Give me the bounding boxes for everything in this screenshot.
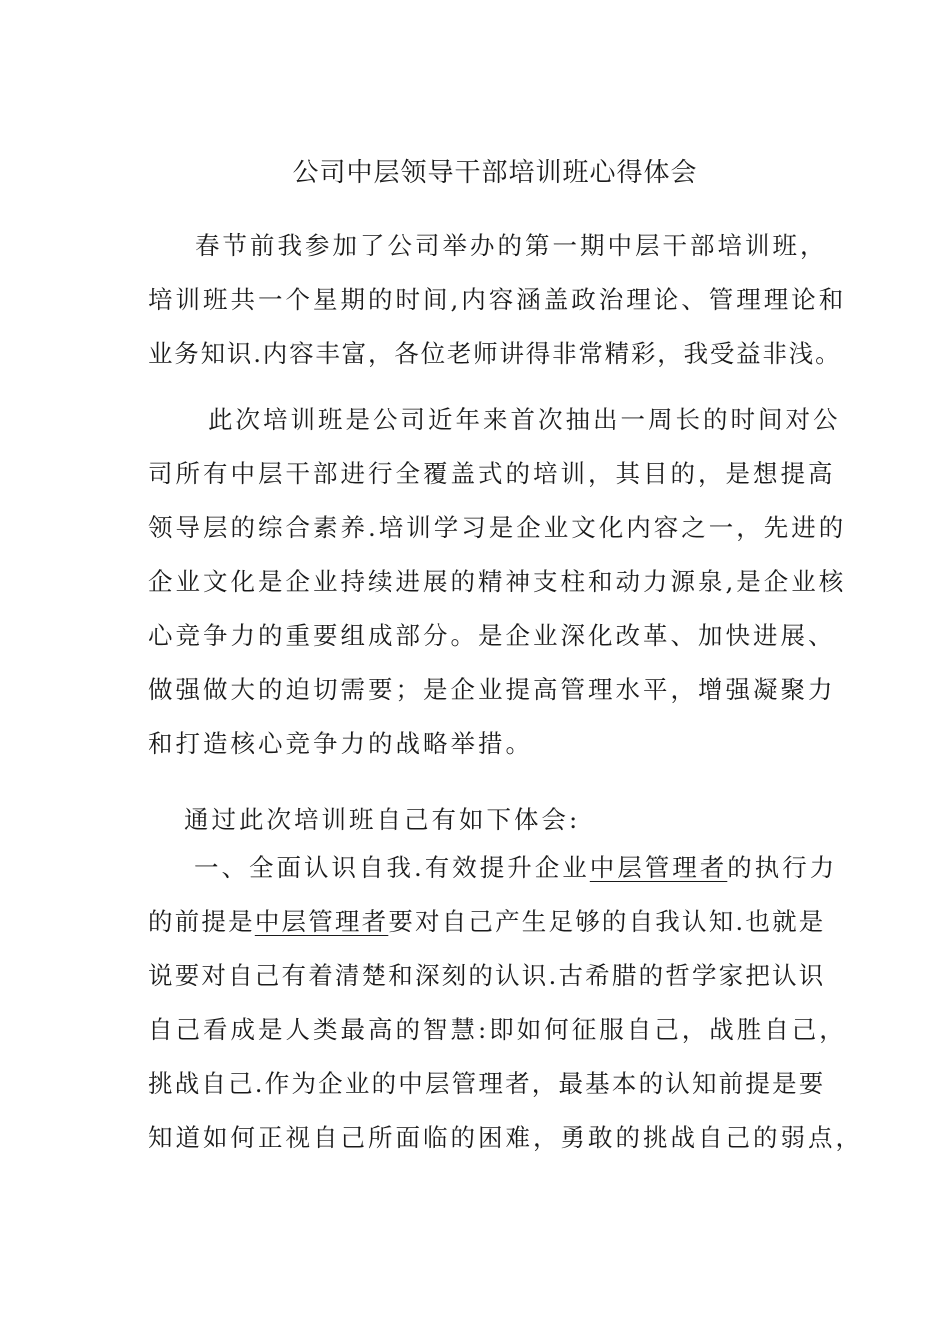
text-line: 企业文化是企业持续进展的精神支柱和动力源泉,是企业核: [148, 567, 847, 596]
text-line: 司所有中层干部进行全覆盖式的培训，其目的，是想提高: [148, 459, 836, 488]
text-line: 挑战自己.作为企业的中层管理者，最基本的认知前提是要: [148, 1069, 826, 1098]
underlined-term: 中层管理者: [589, 853, 728, 882]
text-line: 知道如何正视自己所面临的困难，勇敢的挑战自己的弱点，: [148, 1123, 863, 1152]
text-line: 春节前我参加了公司举办的第一期中层干部培训班，: [195, 231, 828, 260]
text-line: [148, 841, 863, 895]
text-line: 此次培训班是公司近年来首次抽出一周长的时间对公: [208, 405, 841, 434]
text-line: 领导层的综合素养.培训学习是企业文化内容之一，先进的: [148, 513, 847, 542]
paragraph-intro: [148, 219, 846, 381]
document-title: 公司中层领导干部培训班心得体会: [292, 158, 698, 188]
text-line: 说要对自己有着清楚和深刻的认识.古希腊的哲学家把认识: [148, 961, 826, 990]
text-line: 自己看成是人类最高的智慧:即如何征服自己，战胜自己，: [148, 1015, 847, 1044]
text-line: 和打造核心竞争力的战略举措。: [148, 729, 533, 758]
text-line: [148, 895, 863, 949]
text-line: 做强做大的迫切需要；是企业提高管理水平，增强凝聚力: [148, 675, 836, 704]
paragraph-summary: [148, 793, 580, 847]
text-line: 培训班共一个星期的时间,内容涵盖政治理论、管理理论和: [148, 285, 847, 314]
text-segment: 一、全面认识自我.有效提升企业: [194, 853, 590, 882]
text-segment: 的执行力: [727, 853, 838, 882]
section-one: [148, 841, 863, 1165]
text-line: 心竞争力的重要组成部分。是企业深化改革、加快进展、: [148, 621, 836, 650]
text-segment: 要对自己产生足够的自我认知.也就是: [388, 907, 826, 936]
underlined-term: 中层管理者: [254, 907, 389, 936]
text-segment: 的前提是: [148, 907, 255, 936]
paragraph-purpose: [148, 393, 846, 771]
text-line: 通过此次培训班自己有如下体会:: [184, 805, 581, 834]
text-line: 业务知识.内容丰富，各位老师讲得非常精彩，我受益非浅。: [148, 339, 842, 368]
